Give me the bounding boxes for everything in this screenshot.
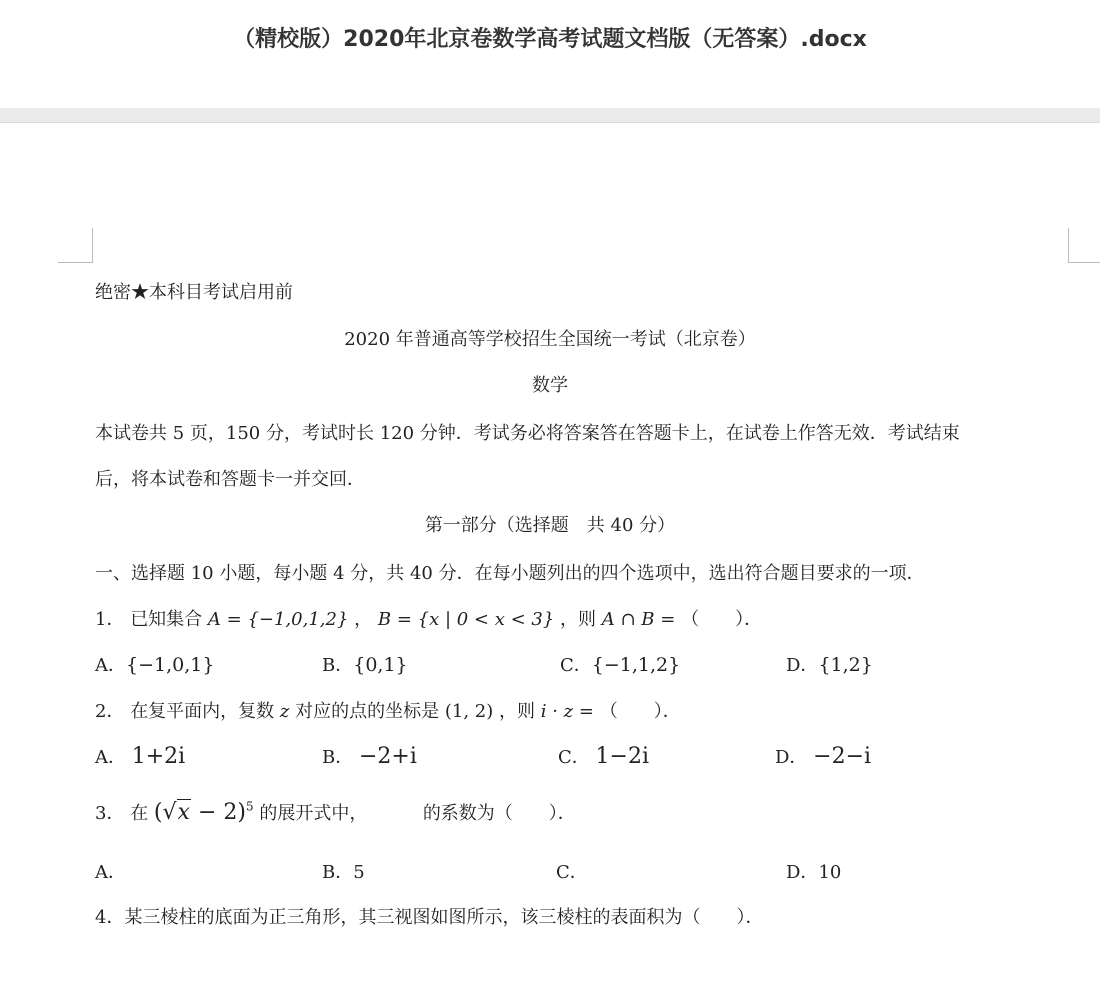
section1-heading: 一、选择题 10 小题，每小题 4 分，共 40 分．在每小题列出的四个选项中，选出符合题目要求的一项． <box>95 563 925 584</box>
question-4: 4．某三棱柱的底面为正三角形，其三视图如图所示，该三棱柱的表面积为（ ）． <box>95 907 764 928</box>
document-page <box>0 123 1100 990</box>
q2-coord: (1, 2) <box>444 701 494 722</box>
q3-option-a: A． <box>95 862 126 883</box>
q1-option-a: A．{−1,0,1} <box>95 654 215 676</box>
q3-tail: 的系数为（ ）． <box>422 803 576 824</box>
q2-paren: （ ）． <box>599 701 681 722</box>
q1-set-a: A = {−1,0,1,2} <box>207 609 349 630</box>
q2-tail: ，则 <box>499 701 536 722</box>
question-1 <box>95 605 762 631</box>
q2-option-c: C． 1−2i <box>558 744 649 769</box>
q1-number: 1． <box>95 609 125 630</box>
subject-title: 数学 <box>532 375 568 396</box>
q2-option-a: A． 1+2i <box>95 744 186 769</box>
title-bar <box>0 0 1100 108</box>
q2-z: z <box>279 701 290 722</box>
q3-pre: 在 <box>130 803 149 824</box>
q2-mid: 对应的点的坐标是 <box>295 701 440 722</box>
q3-option-b: B．5 <box>322 862 365 883</box>
page-corner-mark-left <box>58 228 93 263</box>
q1-option-d: D．{1,2} <box>786 654 873 676</box>
q2-pre: 在复平面内，复数 <box>130 701 275 722</box>
q2-expr: i · z = <box>540 701 594 722</box>
question-2 <box>95 697 681 723</box>
exam-title: 2020 年普通高等学校招生全国统一考试（北京卷） <box>344 329 756 350</box>
q3-mid: 的展开式中， <box>259 803 368 824</box>
intro-line-2: 后，将本试卷和答题卡一并交回． <box>95 469 365 490</box>
q3-number: 3． <box>95 803 125 824</box>
document-title: （精校版）2020年北京卷数学高考试题文档版（无答案）.docx <box>233 27 867 52</box>
sqrt-icon: √ <box>162 800 177 825</box>
part1-heading: 第一部分（选择题 共 40 分） <box>424 515 676 536</box>
q1-comma: ， <box>354 609 373 630</box>
page-corner-mark-right <box>1068 228 1100 263</box>
q1-option-b: B．{0,1} <box>322 654 408 676</box>
q1-tail: ，则 <box>560 609 597 630</box>
q3-expression: $(√x - 2)^5$ <box>153 799 254 825</box>
q2-option-b: B． −2+i <box>322 744 417 769</box>
q2-option-d: D． −2−i <box>775 744 872 769</box>
q1-expr: A ∩ B = <box>601 609 676 630</box>
q1-set-b: B = {x | 0 < x < 3} <box>377 609 555 630</box>
intro-line-1: 本试卷共 5 页，150 分，考试时长 120 分钟．考试务必将答案答在答题卡上，在试卷上作答无效．考试结束 <box>95 423 960 444</box>
q1-paren: （ ）． <box>681 609 763 630</box>
q1-pre: 已知集合 <box>130 609 203 630</box>
q2-number: 2． <box>95 701 125 722</box>
q3-option-c: C． <box>556 862 588 883</box>
q1-option-c: C．{−1,1,2} <box>560 654 681 676</box>
q3-option-d: D．10 <box>786 862 842 883</box>
page-gap <box>0 108 1100 123</box>
secret-line: 绝密★本科目考试启用前 <box>95 282 293 303</box>
question-3 <box>95 799 576 825</box>
